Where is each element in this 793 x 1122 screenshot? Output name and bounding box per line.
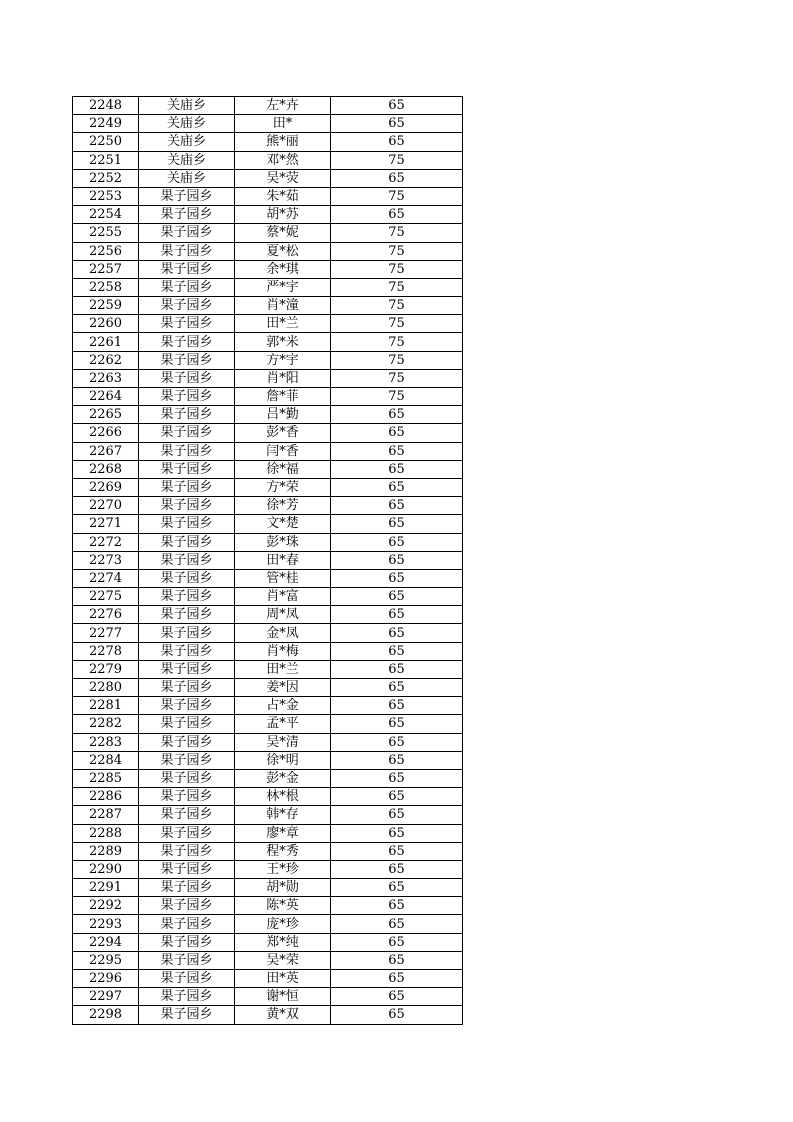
table-row [73, 569, 463, 587]
cell-name: 田*春 [235, 551, 331, 569]
cell-name: 熊*丽 [235, 133, 331, 151]
cell-name: 田*兰 [235, 315, 331, 333]
cell-town: 果子园乡 [139, 988, 235, 1006]
table-row [73, 933, 463, 951]
cell-id: 2296 [73, 970, 139, 988]
table-row [73, 769, 463, 787]
table-row [73, 624, 463, 642]
table-row [73, 333, 463, 351]
cell-amount: 75 [331, 297, 463, 315]
cell-amount: 65 [331, 788, 463, 806]
cell-town: 果子园乡 [139, 206, 235, 224]
cell-id: 2258 [73, 278, 139, 296]
cell-amount: 65 [331, 897, 463, 915]
cell-id: 2262 [73, 351, 139, 369]
cell-id: 2270 [73, 497, 139, 515]
cell-id: 2251 [73, 151, 139, 169]
cell-name: 邓*然 [235, 151, 331, 169]
cell-town: 果子园乡 [139, 933, 235, 951]
cell-id: 2261 [73, 333, 139, 351]
cell-id: 2288 [73, 824, 139, 842]
cell-town: 果子园乡 [139, 606, 235, 624]
cell-name: 左*卉 [235, 97, 331, 115]
cell-id: 2253 [73, 187, 139, 205]
cell-id: 2292 [73, 897, 139, 915]
cell-name: 郭*米 [235, 333, 331, 351]
cell-town: 果子园乡 [139, 897, 235, 915]
cell-id: 2287 [73, 806, 139, 824]
table-row [73, 551, 463, 569]
table-row [73, 733, 463, 751]
table-row [73, 260, 463, 278]
cell-id: 2281 [73, 697, 139, 715]
cell-amount: 65 [331, 533, 463, 551]
cell-id: 2293 [73, 915, 139, 933]
cell-id: 2276 [73, 606, 139, 624]
table-row [73, 988, 463, 1006]
table-row [73, 206, 463, 224]
cell-id: 2289 [73, 842, 139, 860]
cell-id: 2263 [73, 369, 139, 387]
cell-town: 果子园乡 [139, 806, 235, 824]
table-row [73, 351, 463, 369]
table-row [73, 460, 463, 478]
cell-name: 郑*纯 [235, 933, 331, 951]
cell-id: 2277 [73, 624, 139, 642]
cell-name: 廖*章 [235, 824, 331, 842]
cell-town: 果子园乡 [139, 624, 235, 642]
cell-amount: 65 [331, 624, 463, 642]
cell-town: 果子园乡 [139, 915, 235, 933]
table-row [73, 97, 463, 115]
table-row [73, 970, 463, 988]
table-row [73, 133, 463, 151]
cell-name: 严*宇 [235, 278, 331, 296]
cell-id: 2291 [73, 879, 139, 897]
cell-amount: 65 [331, 697, 463, 715]
cell-amount: 65 [331, 970, 463, 988]
cell-name: 肖*富 [235, 588, 331, 606]
cell-name: 吕*勤 [235, 406, 331, 424]
table-row [73, 879, 463, 897]
cell-id: 2297 [73, 988, 139, 1006]
cell-town: 关庙乡 [139, 169, 235, 187]
cell-name: 吴*荧 [235, 169, 331, 187]
cell-id: 2282 [73, 715, 139, 733]
cell-name: 田* [235, 115, 331, 133]
table-row [73, 715, 463, 733]
cell-town: 果子园乡 [139, 879, 235, 897]
cell-id: 2274 [73, 569, 139, 587]
cell-amount: 65 [331, 951, 463, 969]
cell-name: 姜*因 [235, 679, 331, 697]
cell-id: 2259 [73, 297, 139, 315]
cell-town: 果子园乡 [139, 333, 235, 351]
table-row [73, 915, 463, 933]
cell-id: 2256 [73, 242, 139, 260]
cell-amount: 65 [331, 860, 463, 878]
cell-name: 胡*苏 [235, 206, 331, 224]
cell-town: 果子园乡 [139, 551, 235, 569]
table-row [73, 187, 463, 205]
cell-id: 2286 [73, 788, 139, 806]
cell-town: 果子园乡 [139, 315, 235, 333]
cell-name: 占*金 [235, 697, 331, 715]
cell-town: 果子园乡 [139, 369, 235, 387]
table-row [73, 388, 463, 406]
cell-name: 程*秀 [235, 842, 331, 860]
cell-amount: 75 [331, 278, 463, 296]
cell-name: 孟*平 [235, 715, 331, 733]
cell-town: 果子园乡 [139, 424, 235, 442]
cell-id: 2278 [73, 642, 139, 660]
cell-amount: 65 [331, 769, 463, 787]
cell-amount: 65 [331, 206, 463, 224]
cell-amount: 65 [331, 1006, 463, 1024]
cell-amount: 65 [331, 460, 463, 478]
table-row [73, 951, 463, 969]
table-row [73, 897, 463, 915]
table-row [73, 224, 463, 242]
cell-id: 2284 [73, 751, 139, 769]
cell-amount: 65 [331, 478, 463, 496]
cell-id: 2260 [73, 315, 139, 333]
cell-name: 周*凤 [235, 606, 331, 624]
cell-amount: 65 [331, 733, 463, 751]
cell-amount: 75 [331, 388, 463, 406]
cell-amount: 75 [331, 333, 463, 351]
table-row [73, 588, 463, 606]
cell-id: 2273 [73, 551, 139, 569]
cell-name: 谢*恒 [235, 988, 331, 1006]
cell-name: 陈*英 [235, 897, 331, 915]
table-row [73, 533, 463, 551]
cell-name: 黄*双 [235, 1006, 331, 1024]
cell-name: 徐*明 [235, 751, 331, 769]
cell-id: 2290 [73, 860, 139, 878]
cell-id: 2248 [73, 97, 139, 115]
cell-name: 金*凤 [235, 624, 331, 642]
cell-town: 果子园乡 [139, 642, 235, 660]
cell-town: 果子园乡 [139, 733, 235, 751]
cell-town: 果子园乡 [139, 1006, 235, 1024]
cell-amount: 65 [331, 588, 463, 606]
table-row [73, 151, 463, 169]
cell-name: 彭*珠 [235, 533, 331, 551]
cell-id: 2249 [73, 115, 139, 133]
cell-amount: 65 [331, 933, 463, 951]
cell-id: 2250 [73, 133, 139, 151]
cell-id: 2269 [73, 478, 139, 496]
table-row [73, 442, 463, 460]
cell-name: 彭*香 [235, 424, 331, 442]
cell-amount: 75 [331, 187, 463, 205]
cell-amount: 65 [331, 879, 463, 897]
cell-town: 关庙乡 [139, 97, 235, 115]
table-row [73, 679, 463, 697]
table-row [73, 824, 463, 842]
table-row [73, 642, 463, 660]
cell-town: 果子园乡 [139, 824, 235, 842]
cell-town: 果子园乡 [139, 679, 235, 697]
cell-town: 果子园乡 [139, 388, 235, 406]
cell-name: 闫*香 [235, 442, 331, 460]
table-row [73, 406, 463, 424]
cell-town: 果子园乡 [139, 297, 235, 315]
cell-amount: 65 [331, 442, 463, 460]
cell-town: 果子园乡 [139, 442, 235, 460]
cell-town: 果子园乡 [139, 769, 235, 787]
table-row [73, 297, 463, 315]
table-row [73, 278, 463, 296]
cell-town: 果子园乡 [139, 569, 235, 587]
cell-town: 果子园乡 [139, 187, 235, 205]
cell-id: 2255 [73, 224, 139, 242]
table-row [73, 369, 463, 387]
cell-name: 詹*菲 [235, 388, 331, 406]
cell-town: 果子园乡 [139, 842, 235, 860]
cell-town: 果子园乡 [139, 951, 235, 969]
cell-amount: 65 [331, 751, 463, 769]
cell-amount: 65 [331, 606, 463, 624]
cell-id: 2295 [73, 951, 139, 969]
cell-town: 果子园乡 [139, 697, 235, 715]
table-row [73, 751, 463, 769]
table-row [73, 660, 463, 678]
cell-amount: 65 [331, 660, 463, 678]
table-row [73, 497, 463, 515]
table-row [73, 115, 463, 133]
data-table [72, 96, 463, 1025]
cell-id: 2272 [73, 533, 139, 551]
table-row [73, 788, 463, 806]
cell-town: 果子园乡 [139, 406, 235, 424]
cell-amount: 75 [331, 151, 463, 169]
table-row [73, 860, 463, 878]
cell-name: 吴*清 [235, 733, 331, 751]
table-row [73, 315, 463, 333]
cell-amount: 75 [331, 369, 463, 387]
cell-name: 田*英 [235, 970, 331, 988]
cell-town: 果子园乡 [139, 715, 235, 733]
cell-id: 2280 [73, 679, 139, 697]
cell-amount: 65 [331, 515, 463, 533]
cell-town: 果子园乡 [139, 515, 235, 533]
cell-name: 韩*存 [235, 806, 331, 824]
cell-town: 果子园乡 [139, 788, 235, 806]
cell-town: 关庙乡 [139, 133, 235, 151]
cell-amount: 75 [331, 315, 463, 333]
cell-id: 2283 [73, 733, 139, 751]
cell-id: 2257 [73, 260, 139, 278]
table-row [73, 242, 463, 260]
cell-amount: 75 [331, 260, 463, 278]
cell-name: 胡*勋 [235, 879, 331, 897]
cell-name: 文*楚 [235, 515, 331, 533]
cell-name: 余*琪 [235, 260, 331, 278]
table-row [73, 806, 463, 824]
table-body [73, 97, 463, 1025]
cell-amount: 65 [331, 806, 463, 824]
table-row [73, 478, 463, 496]
cell-name: 肖*梅 [235, 642, 331, 660]
cell-name: 方*宇 [235, 351, 331, 369]
cell-town: 果子园乡 [139, 970, 235, 988]
cell-amount: 65 [331, 169, 463, 187]
cell-town: 果子园乡 [139, 351, 235, 369]
cell-id: 2266 [73, 424, 139, 442]
cell-amount: 65 [331, 497, 463, 515]
cell-id: 2279 [73, 660, 139, 678]
cell-name: 王*珍 [235, 860, 331, 878]
cell-amount: 65 [331, 715, 463, 733]
cell-id: 2285 [73, 769, 139, 787]
cell-amount: 65 [331, 424, 463, 442]
cell-id: 2254 [73, 206, 139, 224]
cell-town: 关庙乡 [139, 151, 235, 169]
cell-id: 2268 [73, 460, 139, 478]
cell-name: 徐*芳 [235, 497, 331, 515]
cell-amount: 65 [331, 842, 463, 860]
table-row [73, 169, 463, 187]
cell-id: 2271 [73, 515, 139, 533]
cell-amount: 75 [331, 224, 463, 242]
cell-amount: 65 [331, 406, 463, 424]
cell-name: 蔡*妮 [235, 224, 331, 242]
cell-town: 果子园乡 [139, 460, 235, 478]
cell-name: 朱*茹 [235, 187, 331, 205]
cell-amount: 65 [331, 642, 463, 660]
table-row [73, 842, 463, 860]
cell-amount: 75 [331, 242, 463, 260]
cell-town: 果子园乡 [139, 478, 235, 496]
cell-town: 果子园乡 [139, 588, 235, 606]
cell-name: 庞*珍 [235, 915, 331, 933]
cell-name: 田*兰 [235, 660, 331, 678]
cell-name: 徐*福 [235, 460, 331, 478]
cell-name: 肖*阳 [235, 369, 331, 387]
cell-town: 果子园乡 [139, 260, 235, 278]
cell-amount: 65 [331, 679, 463, 697]
cell-town: 果子园乡 [139, 860, 235, 878]
cell-town: 果子园乡 [139, 751, 235, 769]
cell-id: 2265 [73, 406, 139, 424]
cell-town: 果子园乡 [139, 497, 235, 515]
cell-name: 方*荣 [235, 478, 331, 496]
cell-town: 果子园乡 [139, 242, 235, 260]
cell-amount: 65 [331, 115, 463, 133]
cell-id: 2298 [73, 1006, 139, 1024]
cell-id: 2294 [73, 933, 139, 951]
table-row [73, 1006, 463, 1024]
cell-name: 夏*松 [235, 242, 331, 260]
cell-town: 果子园乡 [139, 224, 235, 242]
cell-name: 林*根 [235, 788, 331, 806]
table-row [73, 424, 463, 442]
table-row [73, 515, 463, 533]
cell-town: 关庙乡 [139, 115, 235, 133]
cell-amount: 65 [331, 988, 463, 1006]
cell-amount: 65 [331, 915, 463, 933]
cell-name: 管*桂 [235, 569, 331, 587]
cell-id: 2267 [73, 442, 139, 460]
cell-amount: 65 [331, 569, 463, 587]
cell-name: 彭*金 [235, 769, 331, 787]
table-row [73, 606, 463, 624]
cell-amount: 75 [331, 351, 463, 369]
cell-id: 2264 [73, 388, 139, 406]
cell-amount: 65 [331, 551, 463, 569]
cell-amount: 65 [331, 97, 463, 115]
cell-amount: 65 [331, 824, 463, 842]
cell-id: 2252 [73, 169, 139, 187]
cell-name: 吴*荣 [235, 951, 331, 969]
cell-town: 果子园乡 [139, 278, 235, 296]
table-row [73, 697, 463, 715]
cell-town: 果子园乡 [139, 533, 235, 551]
cell-name: 肖*潼 [235, 297, 331, 315]
cell-town: 果子园乡 [139, 660, 235, 678]
cell-amount: 65 [331, 133, 463, 151]
cell-id: 2275 [73, 588, 139, 606]
